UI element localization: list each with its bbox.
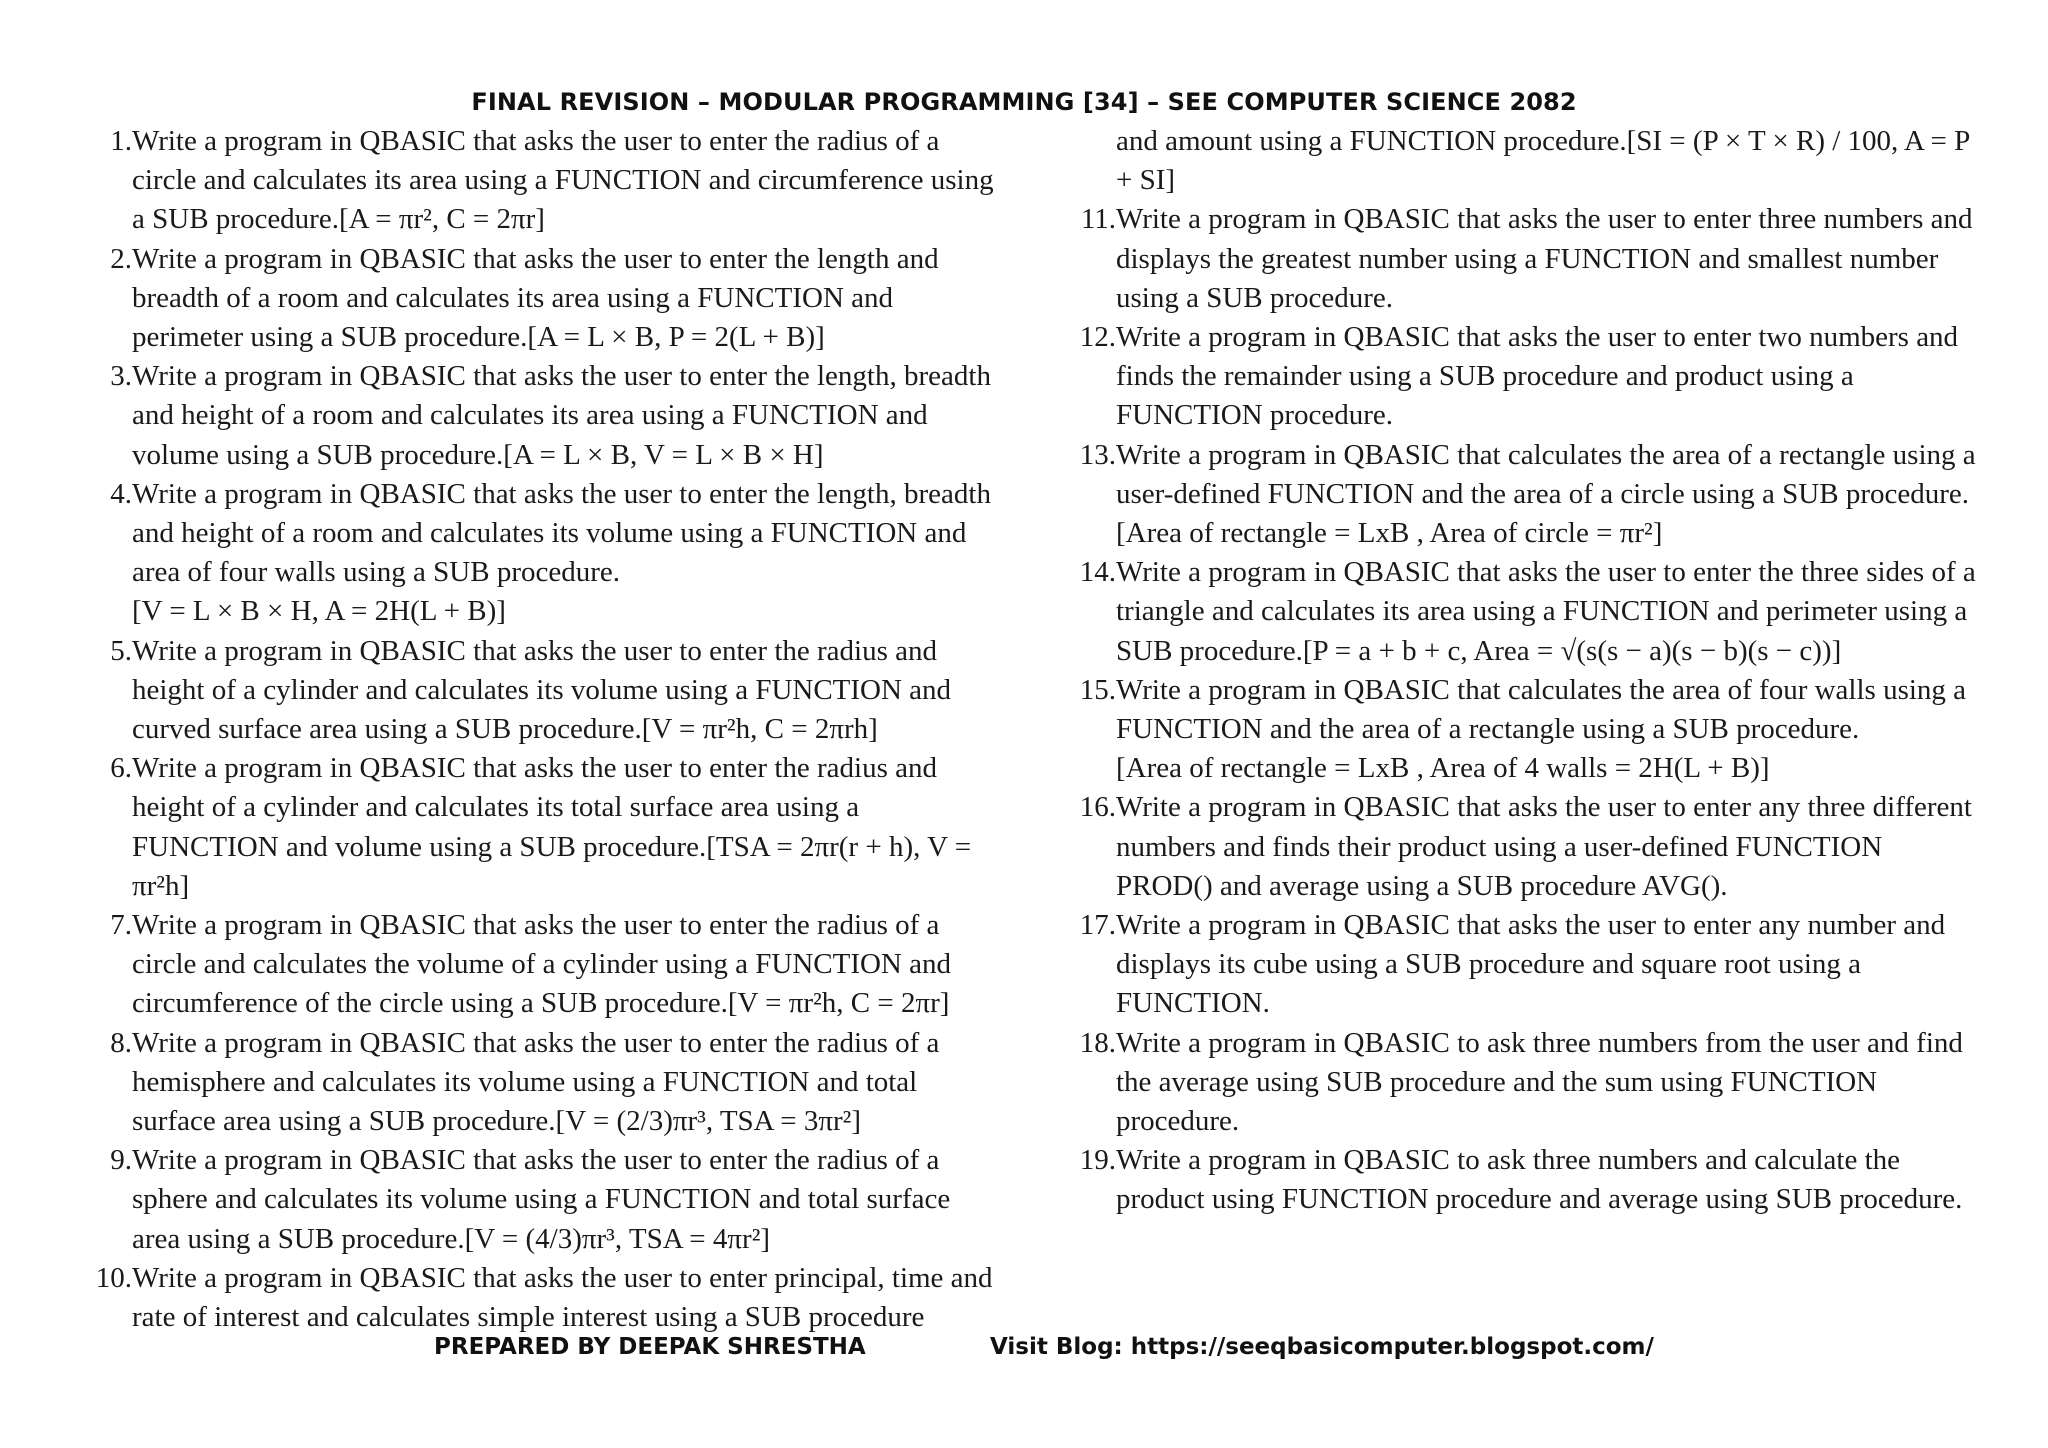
question-number: 6. bbox=[110, 752, 132, 785]
question-item bbox=[88, 240, 1003, 358]
question-number: 16. bbox=[1079, 791, 1116, 824]
question-text: Write a program in QBASIC to ask three numbers and calculate the product using FUNCTION procedure and average using SUB procedure. bbox=[1116, 1144, 1963, 1216]
question-text: Write a program in QBASIC that asks the user to enter the radius of a hemisphere and calculates its volume using a FUNCTION and total surface area using a SUB procedure.[V = (2/3)πr³, TSA = 3πr²] bbox=[132, 1026, 940, 1138]
question-number: 19. bbox=[1079, 1144, 1116, 1177]
question-item bbox=[88, 632, 1003, 750]
question-number: 2. bbox=[110, 242, 132, 275]
question-text: Write a program in QBASIC that asks the user to enter principal, time and rate of interest and calculates simple interest using a SUB procedure bbox=[132, 1261, 993, 1334]
question-number: 13. bbox=[1079, 438, 1116, 471]
prepared-by: PREPARED BY DEEPAK SHRESTHA bbox=[434, 1334, 866, 1360]
question-item bbox=[1072, 200, 1977, 318]
question-text: Write a program in QBASIC that asks the user to enter the radius of a circle and calculates its area using a FUNCTION and circumference using a SUB procedure.[A = πr², C = 2πr] bbox=[132, 125, 994, 236]
question-number: 5. bbox=[110, 634, 132, 667]
question-number: 14. bbox=[1079, 556, 1116, 589]
question-text: Write a program in QBASIC that asks the user to enter the length and breadth of a room and calculates its area using a FUNCTION and perimeter using a SUB procedure.[A = L × B, P = 2(L + B)] bbox=[132, 242, 939, 354]
question-text: Write a program in QBASIC that calculates the area of four walls using a FUNCTION and the area of a rectangle using a SUB procedure. bbox=[1116, 673, 1967, 746]
question-number: 8. bbox=[110, 1026, 132, 1059]
question-item bbox=[1072, 788, 1977, 906]
question-item bbox=[1072, 906, 1977, 1024]
question-item bbox=[88, 1259, 1003, 1337]
question-text: Write a program in QBASIC that asks the user to enter the radius of a sphere and calculates its volume using a FUNCTION and total surface area using a SUB procedure.[V = (4/3)πr³, TSA = 4πr²] bbox=[132, 1144, 951, 1255]
question-number: 18. bbox=[1079, 1026, 1116, 1059]
question-item bbox=[1072, 1024, 1977, 1142]
question-number: 7. bbox=[110, 909, 132, 942]
question-number: 15. bbox=[1079, 673, 1116, 706]
question-text: Write a program in QBASIC that asks the user to enter the radius and height of a cylinder and calculates its volume using a FUNCTION and curved surface area using a SUB procedure.[V = πr²h, C = 2πrh] bbox=[132, 634, 952, 746]
question-text: Write a program in QBASIC that calculates the area of a rectangle using a user-defined FUNCTION and the area of a circle using a SUB procedure.[Area of rectangle = LxB , Area of circle = πr²] bbox=[1116, 438, 1976, 550]
question-number: 12. bbox=[1079, 321, 1116, 354]
question-text: Write a program in QBASIC that asks the user to enter the length, breadth and height of a room and calculates its volume using a FUNCTION and area of four walls using a SUB procedure. bbox=[132, 477, 991, 589]
right-column bbox=[1072, 122, 1977, 1220]
question-text: Write a program in QBASIC that asks the user to enter any number and displays its cube using a SUB procedure and square root using a FUNCTION. bbox=[1116, 909, 1946, 1020]
question-number: 1. bbox=[110, 125, 132, 157]
question-continuation: and amount using a FUNCTION procedure.[SI = (P × T × R) / 100, A = P + SI] bbox=[1116, 125, 1970, 197]
question-formula: [Area of rectangle = LxB , Area of 4 walls = 2H(L + B)] bbox=[1116, 752, 1770, 785]
question-text: Write a program in QBASIC that asks the user to enter the length, breadth and height of a room and calculates its area using a FUNCTION and volume using a SUB procedure.[A = L × B, V = L × B × H] bbox=[132, 360, 991, 471]
question-text: Write a program in QBASIC that asks the user to enter the three sides of a triangle and calculates its area using a FUNCTION and perimeter using a SUB procedure.[P = a + b + c, Area = √(s(s − a)(s − b)(s − c))] bbox=[1116, 556, 1976, 667]
question-number: 10. bbox=[95, 1261, 132, 1294]
question-item bbox=[1072, 553, 1977, 671]
question-number: 4. bbox=[110, 477, 132, 510]
question-item bbox=[88, 749, 1003, 906]
question-text: Write a program in QBASIC that asks the user to enter the radius of a circle and calculates the volume of a cylinder using a FUNCTION and circumference of the circle using a SUB procedure.[V = πr²h, C = 2πr] bbox=[132, 909, 951, 1020]
question-item bbox=[1072, 671, 1977, 789]
question-number: 11. bbox=[1080, 203, 1116, 236]
question-item bbox=[88, 122, 1003, 240]
question-formula: [V = L × B × H, A = 2H(L + B)] bbox=[132, 595, 506, 628]
question-text: Write a program in QBASIC that asks the user to enter the radius and height of a cylinder and calculates its total surface area using a FUNCTION and volume using a SUB procedure.[TSA = 2πr(r + h), V = πr²h] bbox=[132, 752, 972, 902]
question-item bbox=[1072, 1141, 1977, 1219]
question-item bbox=[1072, 318, 1977, 436]
question-item bbox=[88, 357, 1003, 475]
question-item bbox=[88, 1024, 1003, 1142]
question-item bbox=[1072, 436, 1977, 554]
question-item bbox=[88, 906, 1003, 1024]
left-column bbox=[88, 122, 1003, 1337]
question-number: 17. bbox=[1079, 909, 1116, 942]
page-title: FINAL REVISION – MODULAR PROGRAMMING [34] – SEE COMPUTER SCIENCE 2082 bbox=[471, 88, 1577, 116]
question-text-block bbox=[132, 475, 1003, 632]
question-number: 3. bbox=[110, 360, 132, 393]
question-text: Write a program in QBASIC that asks the user to enter any three different numbers and finds their product using a user-defined FUNCTION PROD() and average using a SUB procedure AVG(). bbox=[1116, 791, 1972, 902]
question-item bbox=[88, 475, 1003, 632]
question-text-block bbox=[1116, 671, 1977, 789]
question-text: Write a program in QBASIC that asks the user to enter two numbers and finds the remainder using a SUB procedure and product using a FUNCTION procedure. bbox=[1116, 321, 1959, 432]
question-item bbox=[88, 1141, 1003, 1259]
question-text: Write a program in QBASIC to ask three numbers from the user and find the average using SUB procedure and the sum using FUNCTION procedure. bbox=[1116, 1026, 1963, 1138]
question-text: Write a program in QBASIC that asks the user to enter three numbers and displays the greatest number using a FUNCTION and smallest number using a SUB procedure. bbox=[1116, 203, 1973, 314]
question-number: 9. bbox=[110, 1144, 132, 1177]
blog-link[interactable]: Visit Blog: https://seeqbasicomputer.blogspot.com/ bbox=[990, 1334, 1654, 1360]
